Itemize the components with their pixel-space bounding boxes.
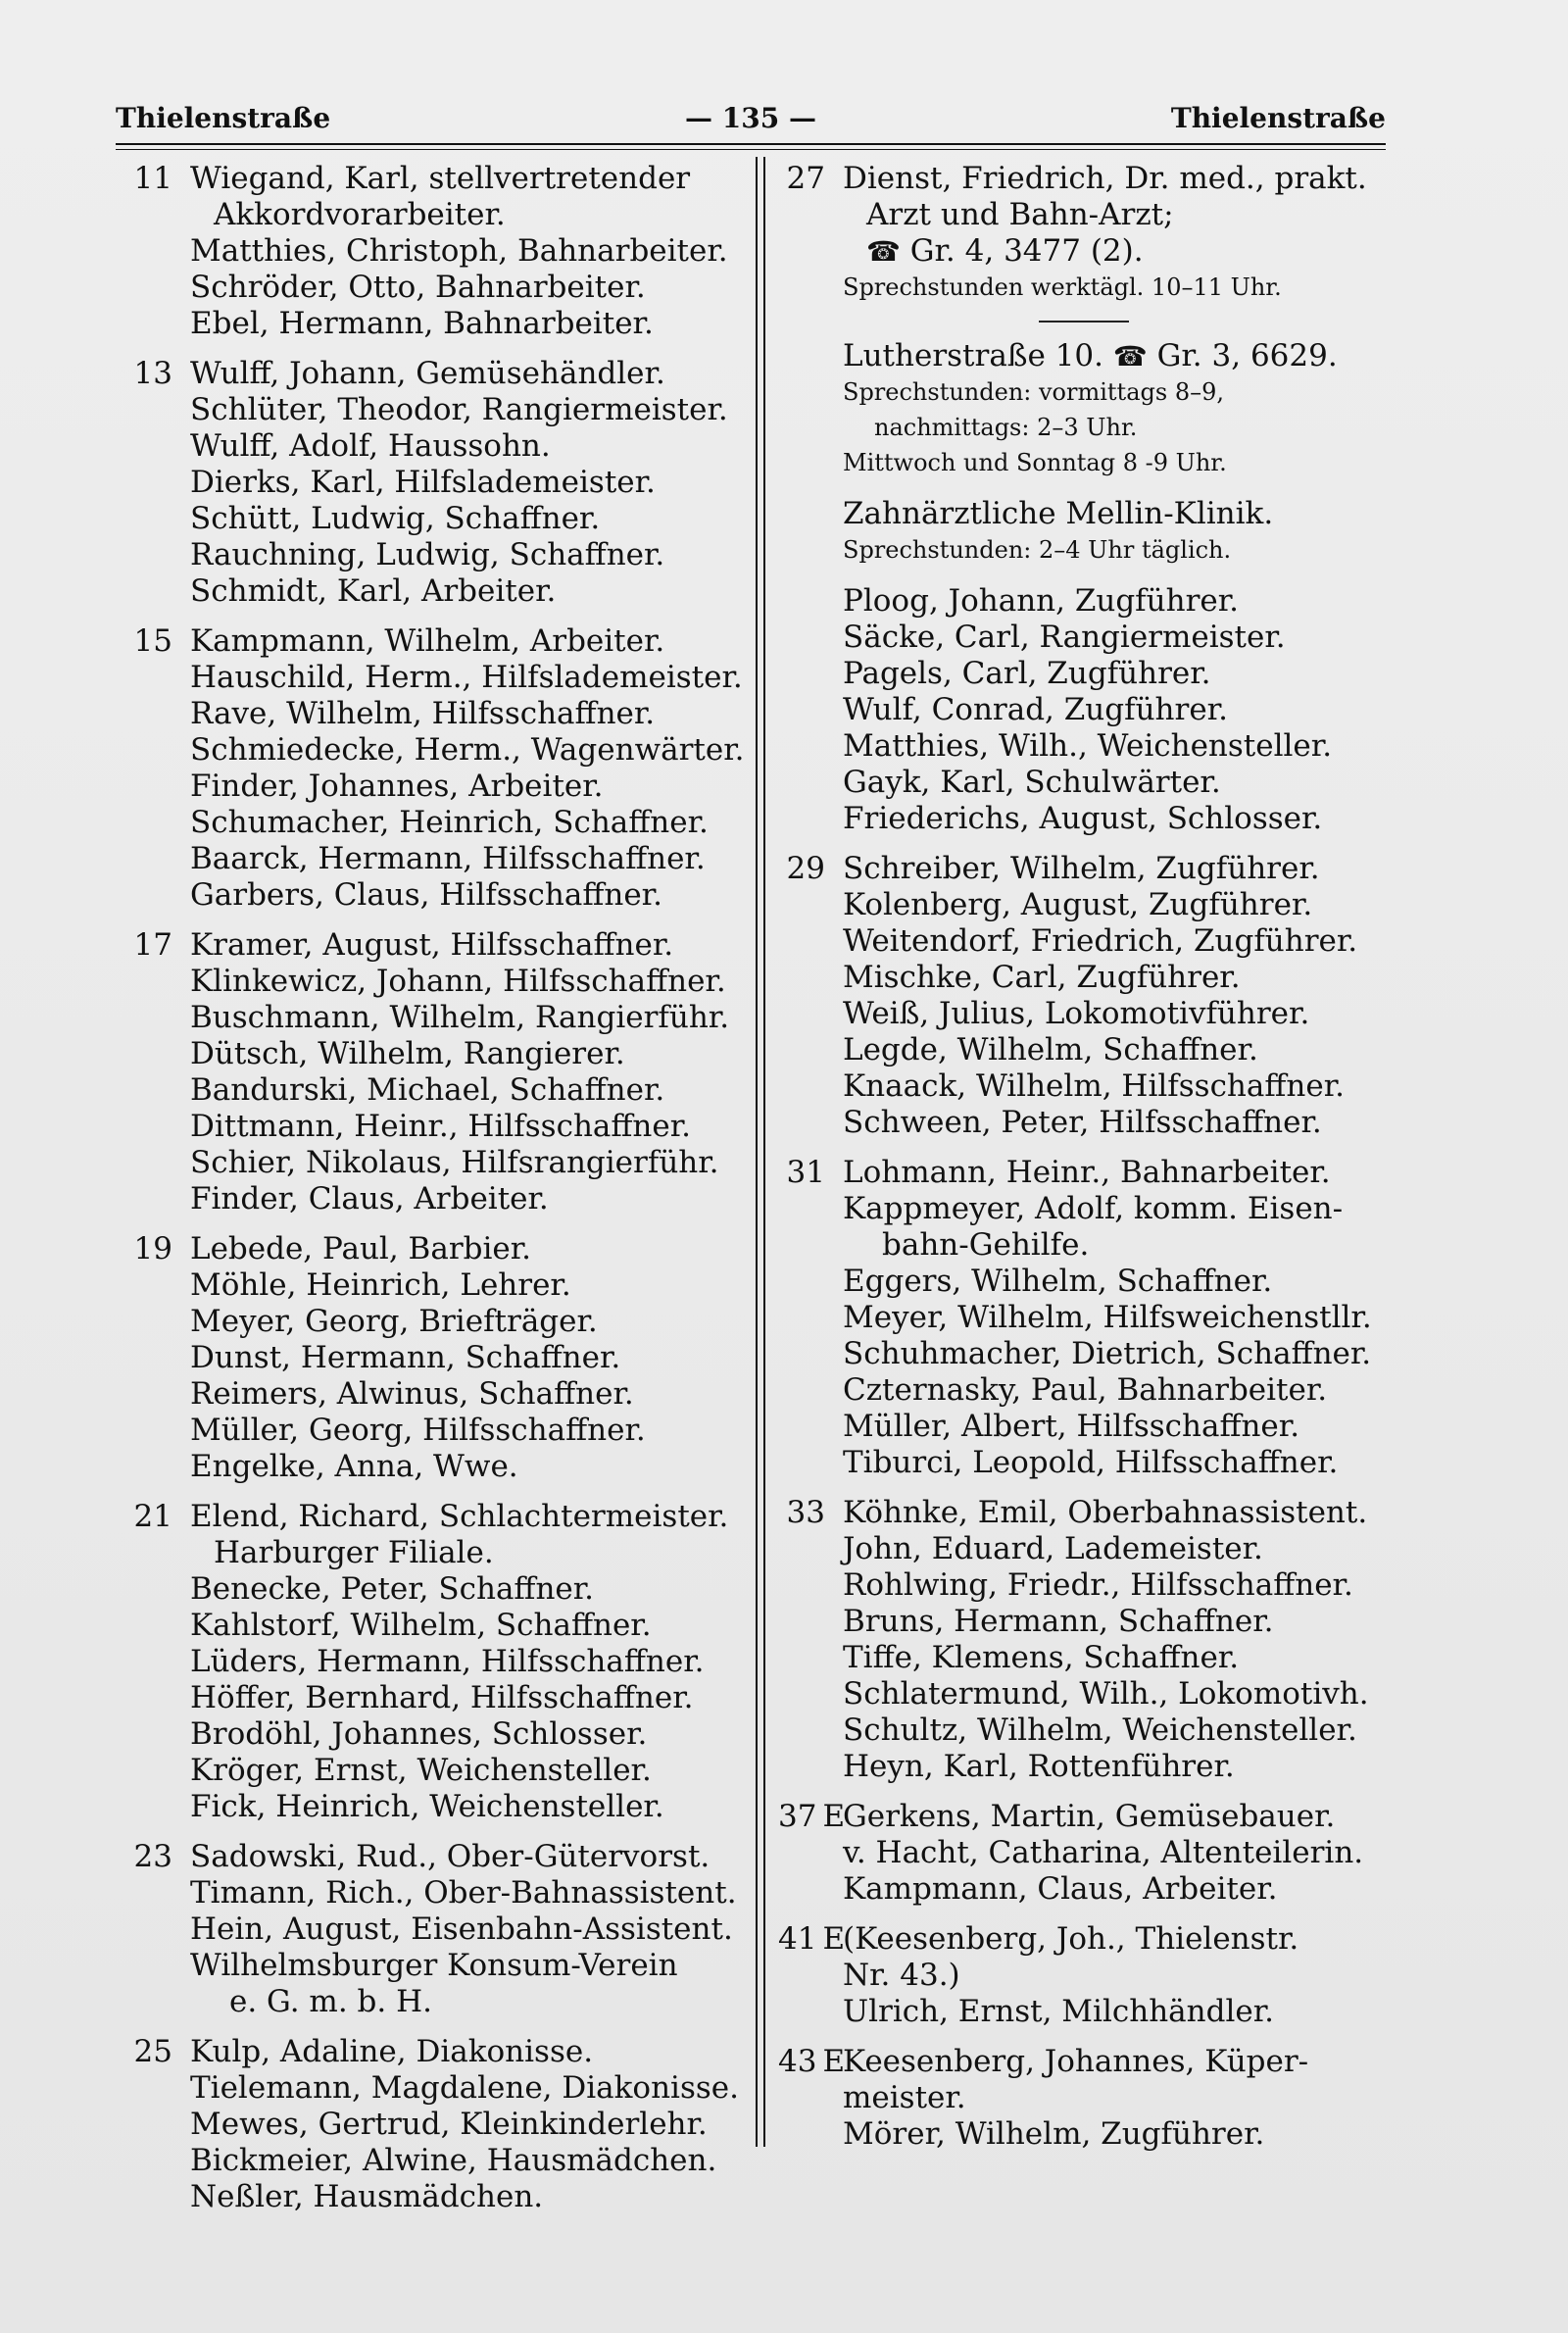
house-entry-31	[778, 1155, 1396, 1481]
resident-line: meister.	[843, 2080, 966, 2115]
telephone-icon: ☎	[1112, 340, 1148, 372]
house-number-value: 37	[778, 1799, 817, 1834]
resident-line: Eggers, Wilhelm, Schaffner.	[843, 1264, 1273, 1299]
resident-line: Timann, Rich., Ober-Bahnassistent.	[190, 1875, 737, 1911]
resident-line: Keesenberg, Johannes, Küper-	[843, 2044, 1309, 2079]
house-number: 13	[133, 356, 172, 391]
house-number: 29	[786, 851, 825, 886]
resident-line: Pagels, Carl, Zugführer.	[843, 656, 1211, 691]
phone-line	[843, 233, 1396, 270]
resident-line: Klinkewicz, Johann, Hilfsschaffner.	[190, 964, 726, 999]
resident-line: Kulp, Adaline, Diakonisse.	[190, 2034, 594, 2069]
house-number: 33	[786, 1495, 825, 1530]
house-entry-27	[778, 161, 1396, 837]
house-entry-29	[778, 851, 1396, 1141]
resident-line: Wulff, Adolf, Haussohn.	[190, 428, 551, 464]
resident-line: Schröder, Otto, Bahnarbeiter.	[190, 270, 646, 305]
resident-line: Rave, Wilhelm, Hilfsschaffner.	[190, 696, 656, 731]
resident-line: Neßler, Hausmädchen.	[190, 2179, 544, 2214]
resident-line: bahn-Gehilfe.	[882, 1227, 1090, 1263]
phone-number-2: Gr. 3, 6629.	[1156, 338, 1338, 373]
resident-line: Möhle, Heinrich, Lehrer.	[190, 1267, 571, 1303]
column-divider	[756, 157, 765, 2147]
resident-line: Bandurski, Michael, Schaffner.	[190, 1072, 665, 1108]
header-street-right: Thielenstraße	[1170, 102, 1386, 134]
building-code: E	[822, 1799, 846, 1834]
resident-line: Legde, Wilhelm, Schaffner.	[843, 1032, 1258, 1067]
resident-line: Mörer, Wilhelm, Zugführer.	[843, 2116, 1265, 2152]
resident-line: Wulf, Conrad, Zugführer.	[843, 692, 1228, 727]
resident-line: e. G. m. b. H.	[229, 1984, 432, 2019]
resident-line: Dütsch, Wilhelm, Rangierer.	[190, 1036, 625, 1071]
house-entry-17	[125, 927, 743, 1217]
house-number: 15	[133, 623, 172, 659]
resident-line: Hauschild, Herm., Hilfslademeister.	[190, 660, 743, 695]
resident-line: Mischke, Carl, Zugführer.	[843, 960, 1241, 995]
resident-line: Meyer, Wilhelm, Hilfsweichenstllr.	[843, 1300, 1372, 1335]
resident-line: Bruns, Hermann, Schaffner.	[843, 1604, 1274, 1639]
resident-line: Müller, Georg, Hilfsschaffner.	[190, 1413, 646, 1448]
resident-line: Schmidt, Karl, Arbeiter.	[190, 573, 557, 609]
resident-line: Meyer, Georg, Briefträger.	[190, 1304, 598, 1339]
building-code: E	[822, 1921, 846, 1957]
resident-line: Kampmann, Claus, Arbeiter.	[843, 1871, 1278, 1907]
house-number: 21	[133, 1499, 172, 1534]
office-hours-line: Sprechstunden: vormittags 8–9,	[843, 378, 1224, 406]
resident-line: Ulrich, Ernst, Milchhändler.	[843, 1994, 1274, 2029]
house-number: 11	[133, 161, 172, 196]
resident-line: Ploog, Johann, Zugführer.	[843, 583, 1240, 619]
resident-line: Kahlstorf, Wilhelm, Schaffner.	[190, 1608, 652, 1643]
left-column	[125, 161, 743, 2215]
house-number	[778, 1799, 846, 1835]
house-entry-13	[125, 356, 743, 610]
header-street-left: Thielenstraße	[116, 102, 331, 134]
office-hours: Sprechstunden werktägl. 10–11 Uhr.	[843, 273, 1282, 301]
resident-line: Kramer, August, Hilfsschaffner.	[190, 927, 674, 963]
house-number: 31	[786, 1155, 825, 1190]
resident-line: Kappmeyer, Adolf, komm. Eisen-	[843, 1191, 1344, 1226]
spacer	[843, 568, 1396, 583]
resident-line: Dunst, Hermann, Schaffner.	[190, 1340, 621, 1375]
house-entry-21	[125, 1499, 743, 1825]
resident-line: Tielemann, Magdalene, Diakonisse.	[190, 2070, 739, 2106]
house-entry-41	[778, 1921, 1396, 2030]
resident-line: Kampmann, Wilhelm, Arbeiter.	[190, 623, 665, 659]
resident-line: Ebel, Hermann, Bahnarbeiter.	[190, 306, 654, 341]
resident-line: Weitendorf, Friedrich, Zugführer.	[843, 923, 1358, 959]
resident-line: Bickmeier, Alwine, Hausmädchen.	[190, 2143, 717, 2178]
resident-line: Dittmann, Heinr., Hilfsschaffner.	[190, 1109, 692, 1144]
resident-line: Wiegand, Karl, stellvertretender	[190, 161, 691, 196]
resident-line: Matthies, Christoph, Bahnarbeiter.	[190, 233, 728, 269]
resident-line: Schmiedecke, Herm., Wagenwärter.	[190, 732, 745, 768]
resident-line: Schumacher, Heinrich, Schaffner.	[190, 805, 709, 840]
resident-line: Friederichs, August, Schlosser.	[843, 801, 1323, 836]
resident-line: Dienst, Friedrich, Dr. med., prakt.	[843, 161, 1367, 196]
resident-line: Elend, Richard, Schlachtermeister.	[190, 1499, 729, 1534]
resident-line: Benecke, Peter, Schaffner.	[190, 1571, 595, 1607]
resident-line: Lebede, Paul, Barbier.	[190, 1231, 532, 1266]
resident-line: Schultz, Wilhelm, Weichensteller.	[843, 1713, 1357, 1748]
resident-line: Engelke, Anna, Wwe.	[190, 1449, 518, 1484]
phone-number: Gr. 4, 3477 (2).	[909, 233, 1144, 269]
address-line	[843, 338, 1396, 374]
spacer	[843, 480, 1396, 496]
office-hours-line: Mittwoch und Sonntag 8 -9 Uhr.	[843, 449, 1227, 476]
header-rule	[116, 143, 1386, 150]
resident-line: Hein, August, Eisenbahn-Assistent.	[190, 1911, 733, 1947]
section-rule	[1039, 321, 1129, 323]
resident-line: Schlüter, Theodor, Rangiermeister.	[190, 392, 728, 427]
clinic-hours: Sprechstunden: 2–4 Uhr täglich.	[843, 536, 1232, 564]
resident-line: Brodöhl, Johannes, Schlosser.	[190, 1716, 648, 1752]
resident-line: Finder, Claus, Arbeiter.	[190, 1181, 549, 1216]
resident-line: Knaack, Wilhelm, Hilfsschaffner.	[843, 1068, 1345, 1104]
resident-line: Harburger Filiale.	[214, 1535, 494, 1570]
house-number	[778, 1921, 846, 1958]
resident-line: Schween, Peter, Hilfsschaffner.	[843, 1105, 1322, 1140]
resident-line: Sadowski, Rud., Ober-Gütervorst.	[190, 1839, 710, 1874]
house-entry-15	[125, 623, 743, 914]
resident-line: Tiffe, Klemens, Schaffner.	[843, 1640, 1240, 1675]
resident-line: (Keesenberg, Joh., Thielenstr.	[843, 1921, 1299, 1957]
resident-line: v. Hacht, Catharina, Altenteilerin.	[843, 1835, 1364, 1870]
house-number: 25	[133, 2034, 172, 2069]
house-number: 17	[133, 927, 172, 963]
resident-line: Müller, Albert, Hilfsschaffner.	[843, 1409, 1300, 1444]
address: Lutherstraße 10.	[843, 338, 1104, 373]
resident-line: Säcke, Carl, Rangiermeister.	[843, 620, 1286, 655]
house-entry-11	[125, 161, 743, 342]
resident-line: Baarck, Hermann, Hilfsschaffner.	[190, 841, 706, 876]
resident-line: Reimers, Alwinus, Schaffner.	[190, 1376, 634, 1412]
resident-line: John, Eduard, Lademeister.	[843, 1531, 1263, 1566]
telephone-icon: ☎	[866, 235, 901, 268]
house-entry-33	[778, 1495, 1396, 1785]
resident-line: Buschmann, Wilhelm, Rangierführ.	[190, 1000, 730, 1035]
resident-line: Schuhmacher, Dietrich, Schaffner.	[843, 1336, 1372, 1371]
resident-line: Garbers, Claus, Hilfsschaffner.	[190, 877, 662, 913]
office-hours-line: nachmittags: 2–3 Uhr.	[874, 414, 1138, 441]
house-entry-43	[778, 2044, 1396, 2153]
resident-line: Schier, Nikolaus, Hilfsrangierführ.	[190, 1145, 719, 1180]
right-column	[778, 161, 1396, 2153]
house-number-value: 41	[778, 1921, 817, 1957]
clinic-name: Zahnärztliche Mellin-Klinik.	[843, 496, 1274, 531]
building-code: E	[822, 2044, 846, 2079]
resident-line: Heyn, Karl, Rottenführer.	[843, 1749, 1235, 1784]
resident-line: Rohlwing, Friedr., Hilfsschaffner.	[843, 1567, 1353, 1603]
resident-line: Weiß, Julius, Lokomotivführer.	[843, 996, 1310, 1031]
resident-line: Gayk, Karl, Schulwärter.	[843, 765, 1221, 800]
resident-line: Matthies, Wilh., Weichensteller.	[843, 728, 1333, 764]
house-number-value: 43	[778, 2044, 817, 2079]
resident-line: Finder, Johannes, Arbeiter.	[190, 769, 604, 804]
house-entry-23	[125, 1839, 743, 2020]
resident-line: Schütt, Ludwig, Schaffner.	[190, 501, 601, 536]
resident-line: Dierks, Karl, Hilfslademeister.	[190, 465, 656, 500]
resident-line: Schreiber, Wilhelm, Zugführer.	[843, 851, 1320, 886]
house-number: 27	[786, 161, 825, 196]
resident-line: Fick, Heinrich, Weichensteller.	[190, 1789, 664, 1824]
resident-line: Wulff, Johann, Gemüsehändler.	[190, 356, 665, 391]
resident-line: Akkordvorarbeiter.	[214, 197, 506, 232]
resident-line: Kolenberg, August, Zugführer.	[843, 887, 1313, 922]
page-number: — 135 —	[685, 102, 816, 134]
resident-line: Arzt und Bahn-Arzt;	[866, 197, 1174, 232]
resident-line: Kröger, Ernst, Weichensteller.	[190, 1753, 652, 1788]
resident-line: Mewes, Gertrud, Kleinkinderlehr.	[190, 2107, 708, 2142]
resident-line: Köhnke, Emil, Oberbahnassistent.	[843, 1495, 1368, 1530]
resident-line: Höffer, Bernhard, Hilfsschaffner.	[190, 1680, 694, 1715]
resident-line: Czternasky, Paul, Bahnarbeiter.	[843, 1372, 1328, 1408]
house-entry-19	[125, 1231, 743, 1485]
resident-line: Wilhelmsburger Konsum-Verein	[190, 1948, 678, 1983]
house-number: 19	[133, 1231, 172, 1266]
house-number	[778, 2044, 846, 2080]
resident-line: Lohmann, Heinr., Bahnarbeiter.	[843, 1155, 1331, 1190]
page-header	[116, 102, 1386, 141]
resident-line: Tiburci, Leopold, Hilfsschaffner.	[843, 1445, 1339, 1480]
house-entry-25	[125, 2034, 743, 2215]
resident-line: Schlatermund, Wilh., Lokomotivh.	[843, 1676, 1369, 1712]
house-number: 23	[133, 1839, 172, 1874]
resident-line: Rauchning, Ludwig, Schaffner.	[190, 537, 665, 572]
resident-line: Lüders, Hermann, Hilfsschaffner.	[190, 1644, 705, 1679]
resident-line: Gerkens, Martin, Gemüsebauer.	[843, 1799, 1336, 1834]
house-entry-37	[778, 1799, 1396, 1908]
resident-line: Nr. 43.)	[843, 1958, 960, 1993]
